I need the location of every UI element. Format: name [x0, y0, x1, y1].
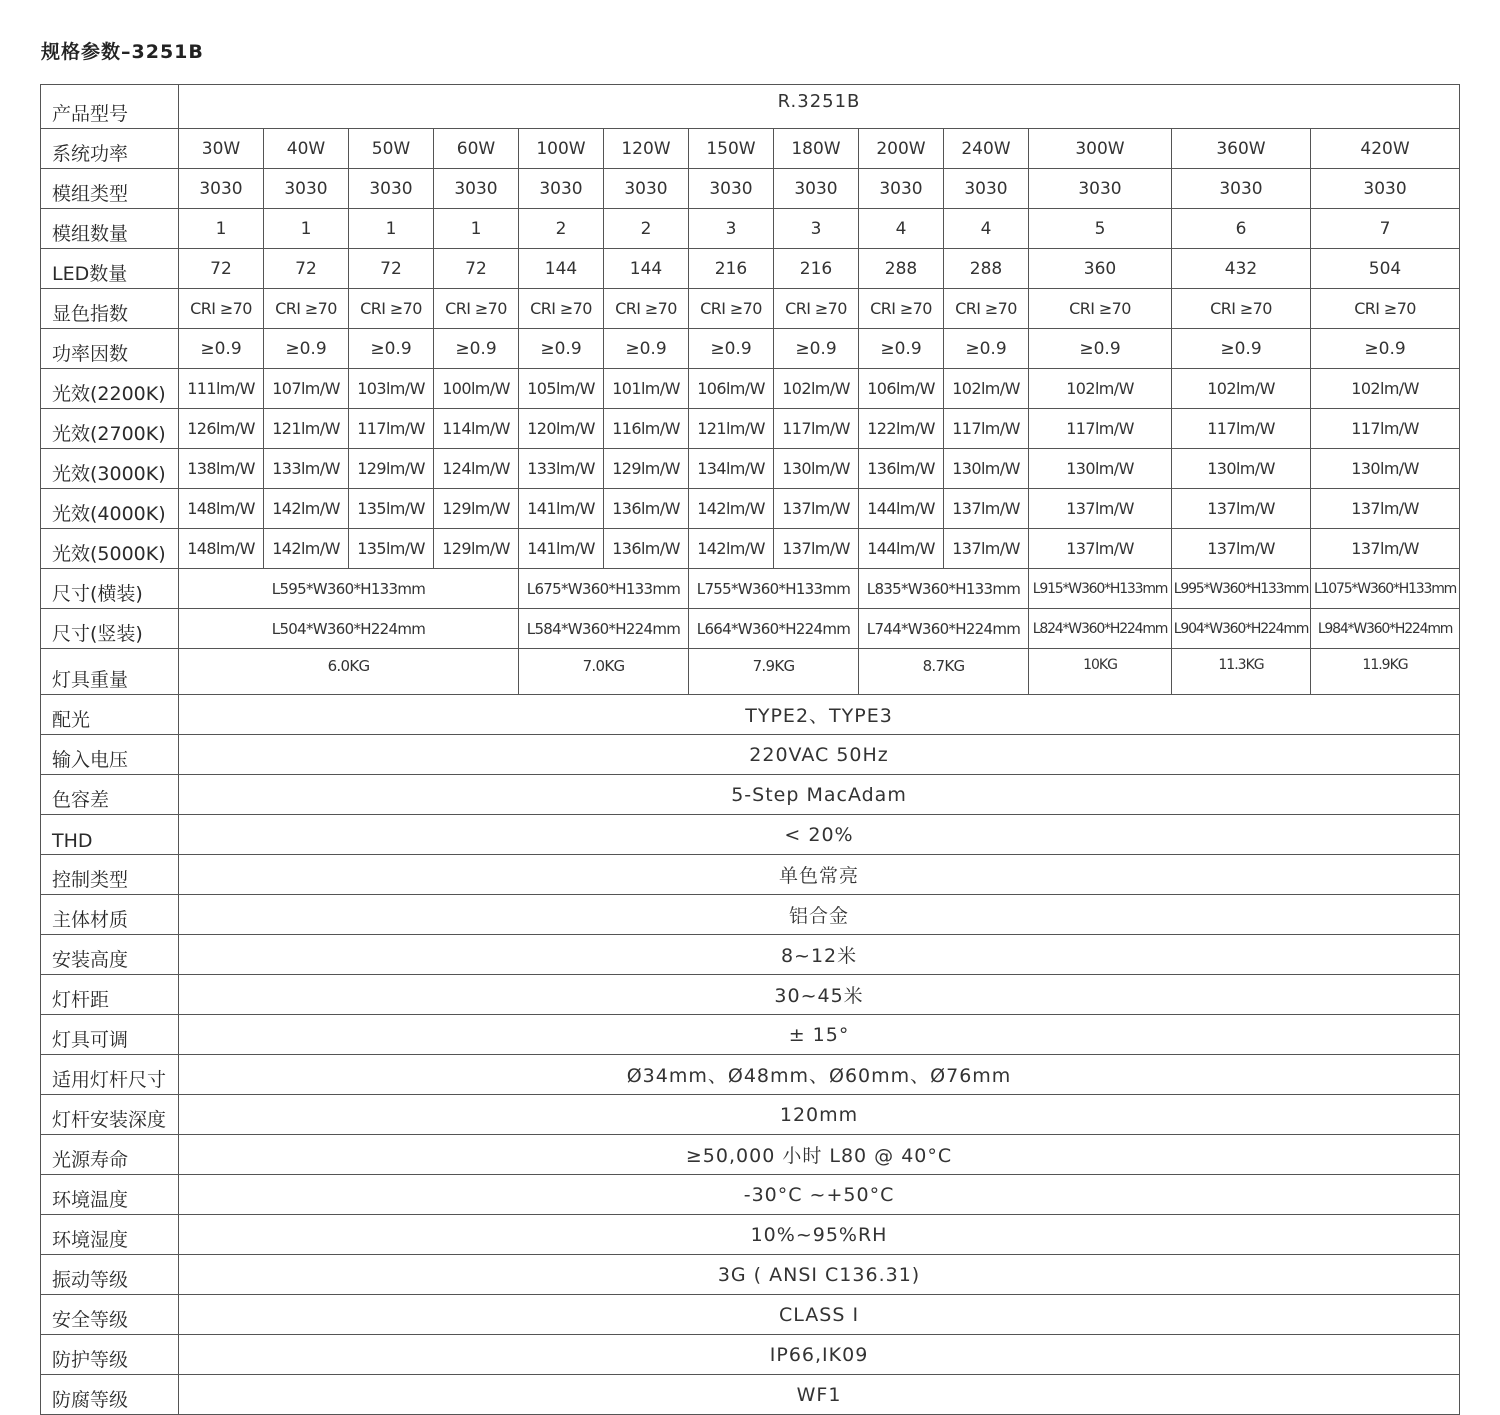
row-vibration	[41, 1255, 1460, 1295]
cell: 138lm/W	[179, 449, 264, 489]
cell: 137lm/W	[1029, 489, 1172, 529]
cell: 130lm/W	[1172, 449, 1311, 489]
row-label: 配光	[41, 695, 179, 735]
cell: ≥0.9	[264, 329, 349, 369]
cell: CRI ≥70	[519, 289, 604, 329]
cell: 360W	[1172, 129, 1311, 169]
cell: L984*W360*H224mm	[1311, 609, 1460, 649]
cell: 148lm/W	[179, 489, 264, 529]
row-led-count	[41, 249, 1460, 289]
row-label: 显色指数	[41, 289, 179, 329]
row-color-tolerance	[41, 775, 1460, 815]
cell: 504	[1311, 249, 1460, 289]
cell: L664*W360*H224mm	[689, 609, 859, 649]
cell: 72	[179, 249, 264, 289]
cell: ≥0.9	[689, 329, 774, 369]
cell: 106lm/W	[859, 369, 944, 409]
row-pole-spacing	[41, 975, 1460, 1015]
cell-value: 单色常亮	[179, 855, 1460, 895]
cell: CRI ≥70	[1029, 289, 1172, 329]
cell: 102lm/W	[1311, 369, 1460, 409]
row-label: 光效(3000K)	[41, 449, 179, 489]
cell: ≥0.9	[859, 329, 944, 369]
row-label: 色容差	[41, 775, 179, 815]
cell: ≥0.9	[519, 329, 604, 369]
cell: 142lm/W	[264, 529, 349, 569]
cell: L675*W360*H133mm	[519, 569, 689, 609]
cell: 72	[349, 249, 434, 289]
cell: 117lm/W	[1029, 409, 1172, 449]
cell: 3030	[689, 169, 774, 209]
cell: ≥0.9	[944, 329, 1029, 369]
cell: 8.7KG	[859, 649, 1029, 695]
cell-value: -30°C ~+50°C	[179, 1175, 1460, 1215]
row-label: 适用灯杆尺寸	[41, 1055, 179, 1095]
row-module-type	[41, 169, 1460, 209]
cell: L595*W360*H133mm	[179, 569, 519, 609]
cell: 360	[1029, 249, 1172, 289]
cell: 216	[774, 249, 859, 289]
cell-value: 8~12米	[179, 935, 1460, 975]
cell: 11.9KG	[1311, 649, 1460, 695]
cell: 136lm/W	[859, 449, 944, 489]
cell: 135lm/W	[349, 489, 434, 529]
cell: 3030	[1311, 169, 1460, 209]
row-label: 尺寸(横装)	[41, 569, 179, 609]
cell: 420W	[1311, 129, 1460, 169]
cell: 3030	[1172, 169, 1311, 209]
cell: 107lm/W	[264, 369, 349, 409]
cell: 7.0KG	[519, 649, 689, 695]
cell: CRI ≥70	[179, 289, 264, 329]
cell: 129lm/W	[434, 489, 519, 529]
cell: 114lm/W	[434, 409, 519, 449]
cell-value: WF1	[179, 1375, 1460, 1415]
cell: 3030	[434, 169, 519, 209]
row-height	[41, 935, 1460, 975]
cell: 141lm/W	[519, 489, 604, 529]
cell: 180W	[774, 129, 859, 169]
cell: CRI ≥70	[944, 289, 1029, 329]
row-size-h	[41, 569, 1460, 609]
row-adjust	[41, 1015, 1460, 1055]
cell: 137lm/W	[774, 529, 859, 569]
cell: ≥0.9	[434, 329, 519, 369]
row-label: 环境湿度	[41, 1215, 179, 1255]
row-ambient-temp	[41, 1175, 1460, 1215]
cell-value: CLASS I	[179, 1295, 1460, 1335]
cell: 122lm/W	[859, 409, 944, 449]
cell: 11.3KG	[1172, 649, 1311, 695]
cell: 3030	[774, 169, 859, 209]
cell: 136lm/W	[604, 489, 689, 529]
row-label: 系统功率	[41, 129, 179, 169]
cell: CRI ≥70	[1172, 289, 1311, 329]
cell: 3030	[349, 169, 434, 209]
row-pole-size	[41, 1055, 1460, 1095]
cell: ≥0.9	[774, 329, 859, 369]
row-weight	[41, 649, 1460, 695]
cell-value: 220VAC 50Hz	[179, 735, 1460, 775]
cell: 1	[264, 209, 349, 249]
row-label: 振动等级	[41, 1255, 179, 1295]
cell-value: < 20%	[179, 815, 1460, 855]
cell: 6.0KG	[179, 649, 519, 695]
cell: 117lm/W	[1311, 409, 1460, 449]
row-module-count	[41, 209, 1460, 249]
row-label: 模组类型	[41, 169, 179, 209]
cell: 148lm/W	[179, 529, 264, 569]
cell: 105lm/W	[519, 369, 604, 409]
cell: 100W	[519, 129, 604, 169]
row-label: 灯具可调	[41, 1015, 179, 1055]
cell: 103lm/W	[349, 369, 434, 409]
row-safety	[41, 1295, 1460, 1335]
cell: 137lm/W	[1172, 489, 1311, 529]
cell: 102lm/W	[774, 369, 859, 409]
cell: CRI ≥70	[604, 289, 689, 329]
row-label: 安全等级	[41, 1295, 179, 1335]
cell: 120W	[604, 129, 689, 169]
cell: 121lm/W	[264, 409, 349, 449]
cell: 137lm/W	[1311, 489, 1460, 529]
cell: 116lm/W	[604, 409, 689, 449]
cell: CRI ≥70	[859, 289, 944, 329]
cell-value: 30~45米	[179, 975, 1460, 1015]
row-cri	[41, 289, 1460, 329]
cell-value: 3G ( ANSI C136.31)	[179, 1255, 1460, 1295]
row-label: 产品型号	[41, 85, 179, 129]
cell: L744*W360*H224mm	[859, 609, 1029, 649]
row-label: 灯杆距	[41, 975, 179, 1015]
cell: 130lm/W	[1029, 449, 1172, 489]
cell: ≥0.9	[1029, 329, 1172, 369]
cell: 2	[519, 209, 604, 249]
cell: CRI ≥70	[349, 289, 434, 329]
model-value: R.3251B	[179, 85, 1460, 129]
cell: 1	[434, 209, 519, 249]
row-pole-depth	[41, 1095, 1460, 1135]
cell: 130lm/W	[944, 449, 1029, 489]
cell: 1	[179, 209, 264, 249]
cell: 72	[264, 249, 349, 289]
row-eff-4000	[41, 489, 1460, 529]
page-title: 规格参数–3251B	[41, 41, 204, 63]
row-label: 光效(5000K)	[41, 529, 179, 569]
cell: ≥0.9	[1311, 329, 1460, 369]
cell: 144lm/W	[859, 529, 944, 569]
cell: 3030	[179, 169, 264, 209]
cell: 133lm/W	[264, 449, 349, 489]
cell: 102lm/W	[944, 369, 1029, 409]
row-power-factor	[41, 329, 1460, 369]
cell: 111lm/W	[179, 369, 264, 409]
cell: L904*W360*H224mm	[1172, 609, 1311, 649]
row-label: 灯具重量	[41, 649, 179, 695]
row-thd	[41, 815, 1460, 855]
cell: 40W	[264, 129, 349, 169]
cell: 50W	[349, 129, 434, 169]
row-label: THD	[41, 815, 179, 855]
cell: 117lm/W	[349, 409, 434, 449]
cell-value: Ø34mm、Ø48mm、Ø60mm、Ø76mm	[179, 1055, 1460, 1095]
cell: 137lm/W	[1172, 529, 1311, 569]
cell: 144	[519, 249, 604, 289]
cell: L995*W360*H133mm	[1172, 569, 1311, 609]
row-eff-2200	[41, 369, 1460, 409]
cell-value: 10%~95%RH	[179, 1215, 1460, 1255]
row-label: 光效(2200K)	[41, 369, 179, 409]
row-label: 模组数量	[41, 209, 179, 249]
cell: 5	[1029, 209, 1172, 249]
cell: 10KG	[1029, 649, 1172, 695]
cell: 3030	[944, 169, 1029, 209]
cell: 135lm/W	[349, 529, 434, 569]
cell: 2	[604, 209, 689, 249]
row-label: 环境温度	[41, 1175, 179, 1215]
cell: 126lm/W	[179, 409, 264, 449]
cell-value: TYPE2、TYPE3	[179, 695, 1460, 735]
cell: 133lm/W	[519, 449, 604, 489]
cell: 200W	[859, 129, 944, 169]
cell-value: IP66,IK09	[179, 1335, 1460, 1375]
cell: ≥0.9	[179, 329, 264, 369]
cell: L584*W360*H224mm	[519, 609, 689, 649]
cell: CRI ≥70	[1311, 289, 1460, 329]
cell-value: 120mm	[179, 1095, 1460, 1135]
cell: 134lm/W	[689, 449, 774, 489]
row-ip	[41, 1335, 1460, 1375]
row-eff-2700	[41, 409, 1460, 449]
row-lifetime	[41, 1135, 1460, 1175]
row-eff-3000	[41, 449, 1460, 489]
spec-table	[40, 84, 1460, 1415]
cell: 117lm/W	[1172, 409, 1311, 449]
cell: 3	[689, 209, 774, 249]
row-label: LED数量	[41, 249, 179, 289]
row-optics	[41, 695, 1460, 735]
cell-value: 5-Step MacAdam	[179, 775, 1460, 815]
row-label: 防护等级	[41, 1335, 179, 1375]
cell: 124lm/W	[434, 449, 519, 489]
row-corrosion	[41, 1375, 1460, 1415]
cell-value: ≥50,000 小时 L80 @ 40°C	[179, 1135, 1460, 1175]
cell: 3030	[264, 169, 349, 209]
row-label: 防腐等级	[41, 1375, 179, 1415]
cell: ≥0.9	[1172, 329, 1311, 369]
cell: 432	[1172, 249, 1311, 289]
cell: 129lm/W	[434, 529, 519, 569]
cell: 137lm/W	[1029, 529, 1172, 569]
cell: 106lm/W	[689, 369, 774, 409]
cell: L835*W360*H133mm	[859, 569, 1029, 609]
cell: CRI ≥70	[689, 289, 774, 329]
cell: 7	[1311, 209, 1460, 249]
row-label: 灯杆安装深度	[41, 1095, 179, 1135]
cell: 144	[604, 249, 689, 289]
cell: 137lm/W	[944, 529, 1029, 569]
cell: 150W	[689, 129, 774, 169]
row-label: 输入电压	[41, 735, 179, 775]
row-material	[41, 895, 1460, 935]
cell: 142lm/W	[264, 489, 349, 529]
cell: 101lm/W	[604, 369, 689, 409]
cell: 3030	[1029, 169, 1172, 209]
cell: 3030	[859, 169, 944, 209]
cell: ≥0.9	[349, 329, 434, 369]
row-control	[41, 855, 1460, 895]
cell: 300W	[1029, 129, 1172, 169]
cell: 3030	[519, 169, 604, 209]
cell-value: ± 15°	[179, 1015, 1460, 1055]
cell: 240W	[944, 129, 1029, 169]
cell: 129lm/W	[349, 449, 434, 489]
row-eff-5000	[41, 529, 1460, 569]
row-label: 安装高度	[41, 935, 179, 975]
cell: 30W	[179, 129, 264, 169]
row-model	[41, 85, 1460, 129]
cell: 142lm/W	[689, 489, 774, 529]
cell: 142lm/W	[689, 529, 774, 569]
cell: L1075*W360*H133mm	[1311, 569, 1460, 609]
cell: 4	[859, 209, 944, 249]
cell: 137lm/W	[944, 489, 1029, 529]
row-voltage	[41, 735, 1460, 775]
cell: 129lm/W	[604, 449, 689, 489]
cell: 3	[774, 209, 859, 249]
row-label: 光效(4000K)	[41, 489, 179, 529]
cell: 130lm/W	[1311, 449, 1460, 489]
cell: 288	[859, 249, 944, 289]
cell: 130lm/W	[774, 449, 859, 489]
cell-value: 铝合金	[179, 895, 1460, 935]
cell: 102lm/W	[1029, 369, 1172, 409]
cell: 7.9KG	[689, 649, 859, 695]
cell: L915*W360*H133mm	[1029, 569, 1172, 609]
cell: 72	[434, 249, 519, 289]
cell: 1	[349, 209, 434, 249]
cell: 117lm/W	[944, 409, 1029, 449]
cell: 6	[1172, 209, 1311, 249]
row-label: 尺寸(竖装)	[41, 609, 179, 649]
cell: L504*W360*H224mm	[179, 609, 519, 649]
row-label: 主体材质	[41, 895, 179, 935]
cell: 4	[944, 209, 1029, 249]
row-size-v	[41, 609, 1460, 649]
cell: 137lm/W	[774, 489, 859, 529]
cell: CRI ≥70	[434, 289, 519, 329]
cell: 3030	[604, 169, 689, 209]
cell: CRI ≥70	[774, 289, 859, 329]
row-label: 光效(2700K)	[41, 409, 179, 449]
cell: 137lm/W	[1311, 529, 1460, 569]
cell: 144lm/W	[859, 489, 944, 529]
cell: L755*W360*H133mm	[689, 569, 859, 609]
cell: ≥0.9	[604, 329, 689, 369]
cell: 121lm/W	[689, 409, 774, 449]
row-label: 光源寿命	[41, 1135, 179, 1175]
cell: 120lm/W	[519, 409, 604, 449]
cell: 117lm/W	[774, 409, 859, 449]
row-label: 功率因数	[41, 329, 179, 369]
cell: 141lm/W	[519, 529, 604, 569]
row-label: 控制类型	[41, 855, 179, 895]
cell: CRI ≥70	[264, 289, 349, 329]
cell: 60W	[434, 129, 519, 169]
cell: 100lm/W	[434, 369, 519, 409]
cell: 136lm/W	[604, 529, 689, 569]
cell: 216	[689, 249, 774, 289]
cell: L824*W360*H224mm	[1029, 609, 1172, 649]
row-humidity	[41, 1215, 1460, 1255]
cell: 288	[944, 249, 1029, 289]
row-power	[41, 129, 1460, 169]
cell: 102lm/W	[1172, 369, 1311, 409]
